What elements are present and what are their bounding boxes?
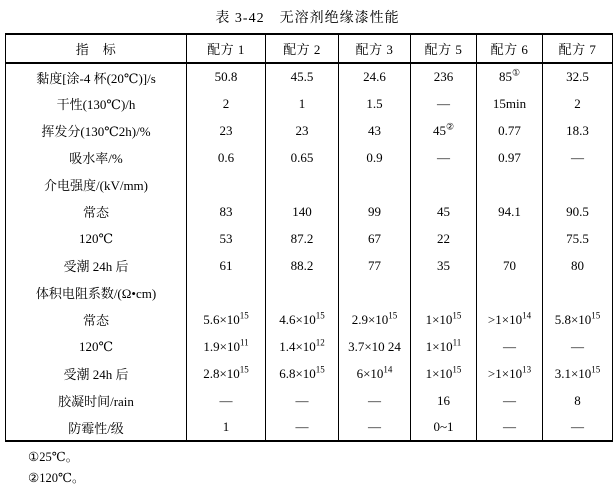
value-cell: 75.5 — [543, 225, 613, 252]
value-cell — [477, 279, 543, 306]
value-cell: — — [477, 387, 543, 414]
superscript: 15 — [239, 364, 249, 375]
superscript: 15 — [591, 310, 601, 321]
value-cell: — — [339, 414, 411, 441]
table-row — [6, 333, 613, 360]
value-cell: $1\times 10^{11}$ — [411, 333, 477, 360]
value-cell: 80 — [543, 252, 613, 279]
superscript: 15 — [315, 310, 325, 321]
value-cell: $1.9\times 10^{11}$ — [187, 333, 266, 360]
value-cell: — — [339, 387, 411, 414]
value-cell: 3.7×10 24 — [339, 333, 411, 360]
value-cell: 2 — [543, 90, 613, 117]
value-cell: $2.8\times 10^{15}$ — [187, 360, 266, 387]
table-row — [6, 198, 613, 225]
superscript: ① — [511, 67, 521, 78]
value-cell: 0.6 — [187, 144, 266, 171]
superscript: ② — [445, 121, 455, 132]
footnote-1: ①25℃。 — [28, 450, 79, 464]
value-cell — [477, 171, 543, 198]
value-cell: 236 — [411, 63, 477, 90]
table-body — [6, 63, 613, 441]
value-cell: 32.5 — [543, 63, 613, 90]
value-cell: — — [477, 333, 543, 360]
superscript: 15 — [315, 364, 325, 375]
value-cell: 0.65 — [266, 144, 339, 171]
value-cell: — — [411, 90, 477, 117]
value-cell: — — [266, 414, 339, 441]
row-label: 防霉性/级 — [68, 420, 124, 436]
superscript: 11 — [452, 337, 462, 348]
table-row — [6, 252, 613, 279]
value-cell — [543, 171, 613, 198]
value-cell: $1\times 10^{15}$ — [411, 360, 477, 387]
value-cell: 0.97 — [477, 144, 543, 171]
value-cell: 0.9 — [339, 144, 411, 171]
value-cell: $1.4\times 10^{12}$ — [266, 333, 339, 360]
superscript: 15 — [591, 364, 601, 375]
column-header: 配方 6 — [477, 34, 543, 63]
value-cell — [187, 279, 266, 306]
value-cell: $1\times 10^{15}$ — [411, 306, 477, 333]
table-row — [6, 171, 613, 198]
table-row — [6, 414, 613, 441]
table-row — [6, 117, 613, 144]
value-cell: 1.5 — [339, 90, 411, 117]
row-label: 受潮 24h 后 — [63, 367, 129, 382]
table-row — [6, 279, 613, 306]
table-title: 表 3-42 无溶剂绝缘漆性能 — [215, 11, 400, 26]
value-cell: — — [477, 414, 543, 441]
superscript: 15 — [239, 310, 249, 321]
footnote-2: ②120℃。 — [28, 471, 85, 485]
value-cell: 23 — [266, 117, 339, 144]
row-label: 受潮 24h 后 — [63, 259, 129, 274]
value-cell: $>1\times 10^{13}$ — [477, 360, 543, 387]
value-cell: — — [543, 414, 613, 441]
superscript: 15 — [388, 310, 398, 321]
row-label: 体积电阻系数/(Ω•cm) — [35, 286, 157, 301]
row-label: 干性(130℃)/h — [56, 97, 136, 112]
value-cell: 67 — [339, 225, 411, 252]
table-row — [6, 144, 613, 171]
superscript: 13 — [522, 364, 532, 375]
value-cell: 23 — [187, 117, 266, 144]
value-cell: $>1\times 10^{14}$ — [477, 306, 543, 333]
column-header: 配方 5 — [411, 34, 477, 63]
superscript: 11 — [239, 337, 249, 348]
value-cell: — — [411, 144, 477, 171]
value-cell: 35 — [411, 252, 477, 279]
value-cell: 50.8 — [187, 63, 266, 90]
value-cell: — — [543, 333, 613, 360]
value-cell: 1 — [266, 90, 339, 117]
value-cell: 140 — [266, 198, 339, 225]
column-header: 配方 3 — [339, 34, 411, 63]
value-cell — [339, 279, 411, 306]
properties-table — [5, 33, 613, 442]
value-cell: 45 — [411, 198, 477, 225]
column-header: 配方 1 — [187, 34, 266, 63]
value-cell — [477, 225, 543, 252]
value-cell: $3.1\times 10^{15}$ — [543, 360, 613, 387]
value-cell: 18.3 — [543, 117, 613, 144]
superscript: 14 — [383, 364, 393, 375]
value-cell: 85① — [477, 63, 543, 90]
value-cell: 61 — [187, 252, 266, 279]
value-cell: 1 — [187, 414, 266, 441]
value-cell — [339, 171, 411, 198]
superscript: 14 — [522, 310, 532, 321]
table-row — [6, 360, 613, 387]
value-cell: — — [187, 387, 266, 414]
value-cell: 88.2 — [266, 252, 339, 279]
value-cell: 45.5 — [266, 63, 339, 90]
row-label: 黏度[涂-4 杯(20℃)]/s — [36, 70, 156, 86]
value-cell: 22 — [411, 225, 477, 252]
footnotes — [28, 447, 84, 489]
value-cell: 77 — [339, 252, 411, 279]
row-label: 常态 — [82, 313, 109, 328]
table-row — [6, 306, 613, 333]
value-cell: 24.6 — [339, 63, 411, 90]
value-cell: 15min — [477, 90, 543, 117]
value-cell — [187, 171, 266, 198]
value-cell: — — [266, 387, 339, 414]
table-row — [6, 387, 613, 414]
superscript: 15 — [452, 310, 462, 321]
row-label: 吸水率/% — [69, 151, 123, 166]
row-label: 介电强度/(kV/mm) — [44, 178, 148, 193]
value-cell: — — [543, 144, 613, 171]
value-cell — [411, 279, 477, 306]
value-cell: $6\times 10^{14}$ — [339, 360, 411, 387]
value-cell: 43 — [339, 117, 411, 144]
value-cell: 99 — [339, 198, 411, 225]
value-cell: 8 — [543, 387, 613, 414]
value-cell: 2 — [187, 90, 266, 117]
value-cell — [411, 171, 477, 198]
value-cell: 0.77 — [477, 117, 543, 144]
value-cell: $6.8\times 10^{15}$ — [266, 360, 339, 387]
value-cell — [543, 279, 613, 306]
value-cell: 83 — [187, 198, 266, 225]
value-cell: 53 — [187, 225, 266, 252]
table-header-row — [6, 34, 613, 63]
value-cell: 16 — [411, 387, 477, 414]
table-row — [6, 225, 613, 252]
table-row — [6, 63, 613, 90]
value-cell: 90.5 — [543, 198, 613, 225]
column-header-indicator: 指 标 — [6, 34, 187, 63]
row-label: 120℃ — [78, 338, 114, 354]
value-cell: $5.6\times 10^{15}$ — [187, 306, 266, 333]
value-cell: 0~1 — [411, 414, 477, 441]
column-header: 配方 7 — [543, 34, 613, 63]
row-label: 120℃ — [78, 230, 114, 246]
row-label: 常态 — [82, 205, 109, 220]
value-cell: 87.2 — [266, 225, 339, 252]
value-cell: $5.8\times 10^{15}$ — [543, 306, 613, 333]
superscript: 12 — [315, 337, 325, 348]
row-label: 挥发分(130℃2h)/% — [41, 124, 151, 139]
column-header: 配方 2 — [266, 34, 339, 63]
value-cell — [266, 171, 339, 198]
row-label: 胶凝时间/rain — [58, 394, 134, 409]
superscript: 15 — [452, 364, 462, 375]
value-cell: $4.6\times 10^{15}$ — [266, 306, 339, 333]
value-cell: 70 — [477, 252, 543, 279]
value-cell: $2.9\times 10^{15}$ — [339, 306, 411, 333]
value-cell: 94.1 — [477, 198, 543, 225]
value-cell — [266, 279, 339, 306]
value-cell: 45② — [411, 117, 477, 144]
table-row — [6, 90, 613, 117]
